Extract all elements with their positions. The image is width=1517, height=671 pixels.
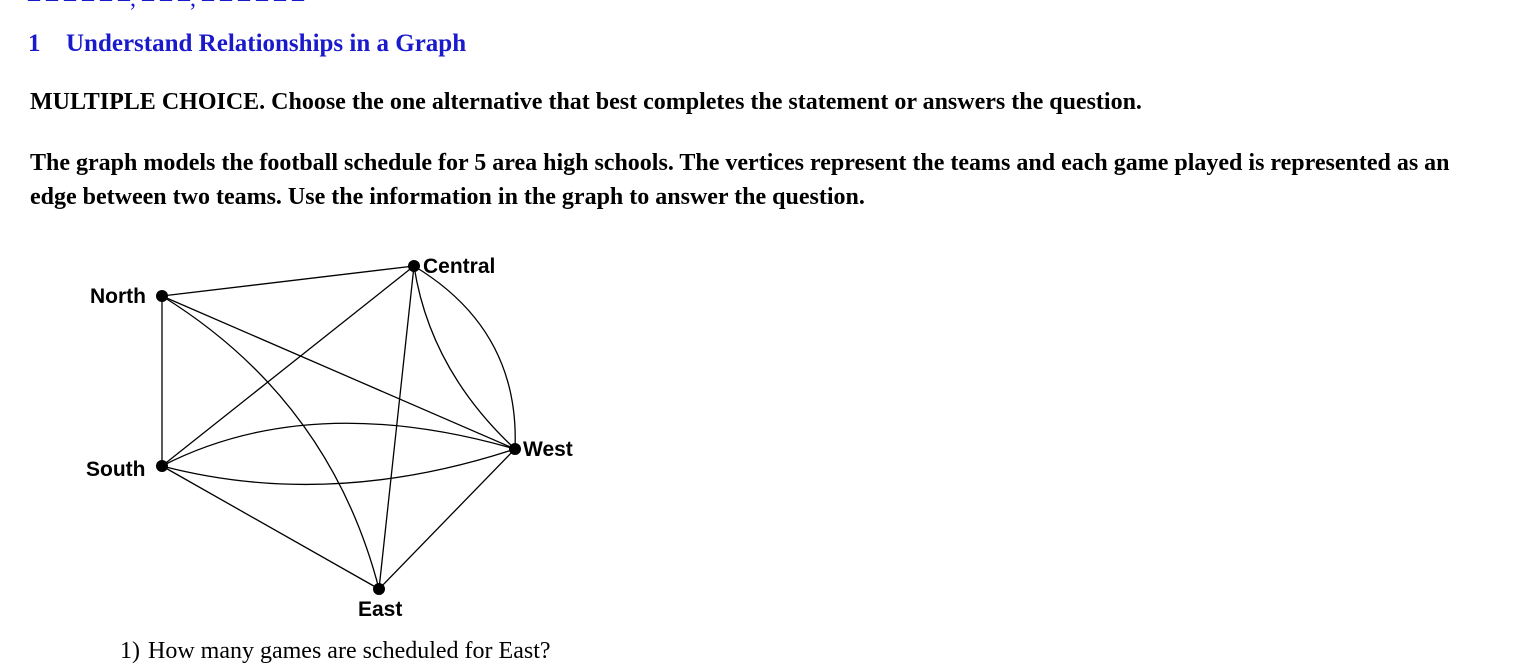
edge-south-east <box>162 466 379 589</box>
edge-south-west-2 <box>162 449 515 484</box>
edge-north-central <box>162 266 414 296</box>
section-title: Understand Relationships in a Graph <box>66 30 467 57</box>
vertex-label-east: East <box>358 598 403 621</box>
schedule-graph <box>0 0 700 640</box>
edge-south-west-1 <box>162 423 515 466</box>
edge-central-west-1 <box>414 266 515 449</box>
vertex-south <box>156 460 168 472</box>
vertex-central <box>408 260 420 272</box>
question-1 <box>120 638 551 665</box>
question-text: How many games are scheduled for East? <box>148 638 551 664</box>
edge-central-west-2 <box>414 266 515 449</box>
vertex-east <box>373 583 385 595</box>
section-number: 1 <box>28 30 41 57</box>
vertex-label-south: South <box>86 458 146 481</box>
vertex-label-west: West <box>523 438 573 461</box>
vertex-label-north: North <box>90 285 146 308</box>
vertex-north <box>156 290 168 302</box>
edge-west-east <box>379 449 515 589</box>
edge-north-east <box>162 296 379 589</box>
graph-edges <box>162 266 515 589</box>
edge-north-west <box>162 296 515 449</box>
vertex-label-central: Central <box>423 255 496 278</box>
edge-central-south <box>162 266 414 466</box>
question-context: The graph models the football schedule for 5 area high schools. The vertices represent the teams and each game played is represented as an edge between two teams. Use the information in the graph to answer the question. <box>30 150 1450 210</box>
question-number: 1) <box>120 638 140 664</box>
vertex-west <box>509 443 521 455</box>
instructions: MULTIPLE CHOICE. Choose the one alternative that best completes the statement or answers the question. <box>30 89 1142 115</box>
